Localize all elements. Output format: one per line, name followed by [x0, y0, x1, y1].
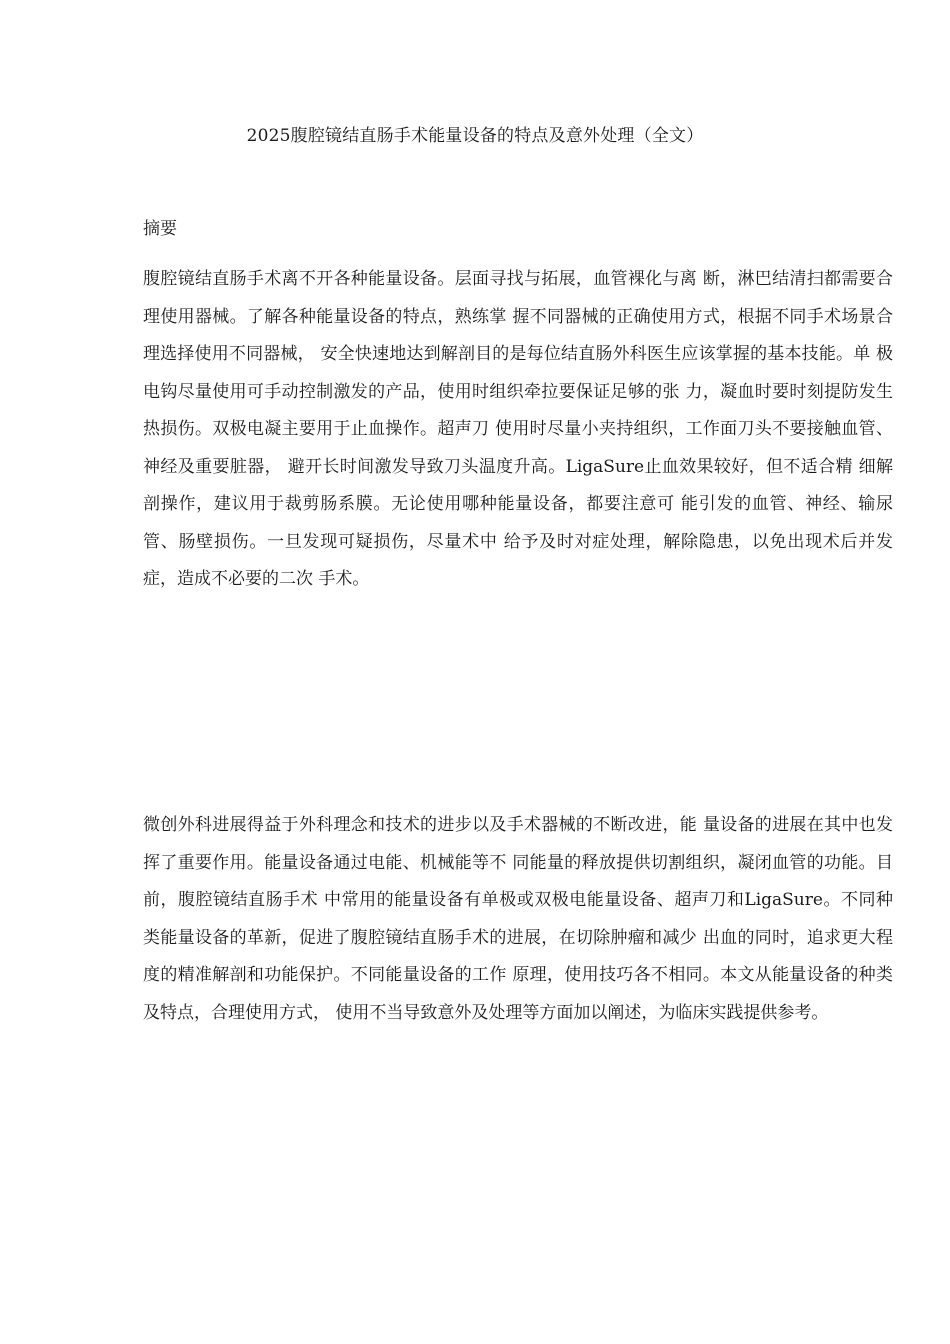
abstract-heading: 摘要: [143, 219, 177, 239]
intro-paragraph: 微创外科进展得益于外科理念和技术的进步以及手术器械的不断改进，能 量设备的进展在其中也发挥了重要作用。能量设备通过电能、机械能等不 同能量的释放提供切割组织，凝闭血管的功能。目前，腹腔镜结直肠手术 中常用的能量设备有单极或双极电能量设备、超声刀和LigaSure。不同种 类能量设备的革新，促进了腹腔镜结直肠手术的进展，在切除肿瘤和减少 出血的同时，追求更大程度的精准解剖和功能保护。不同能量设备的工作 原理，使用技巧各不相同。本文从能量设备的种类及特点，合理使用方式， 使用不当导致意外及处理等方面加以阐述，为临床实践提供参考。: [143, 815, 893, 1023]
abstract-paragraph: 腹腔镜结直肠手术离不开各种能量设备。层面寻找与拓展，血管裸化与离 断，淋巴结清扫都需要合理使用器械。了解各种能量设备的特点，熟练掌 握不同器械的正确使用方式，根据不同手术场景合理选择使用不同器械， 安全快速地达到解剖目的是每位结直肠外科医生应该掌握的基本技能。单 极电钩尽量使用可手动控制激发的产品，使用时组织牵拉要保证足够的张 力，凝血时要时刻提防发生热损伤。双极电凝主要用于止血操作。超声刀 使用时尽量小夹持组织，工作面刀头不要接触血管、神经及重要脏器， 避开长时间激发导致刀头温度升高。LigaSure止血效果较好，但不适合精 细解剖操作，建议用于裁剪肠系膜。无论使用哪种能量设备，都要注意可 能引发的血管、神经、输尿管、肠壁损伤。一旦发现可疑损伤，尽量术中 给予及时对症处理，解除隐患，以免出现术后并发症，造成不必要的二次 手术。: [143, 269, 893, 589]
document-title: 2025腹腔镜结直肠手术能量设备的特点及意外处理（全文）: [246, 126, 704, 146]
